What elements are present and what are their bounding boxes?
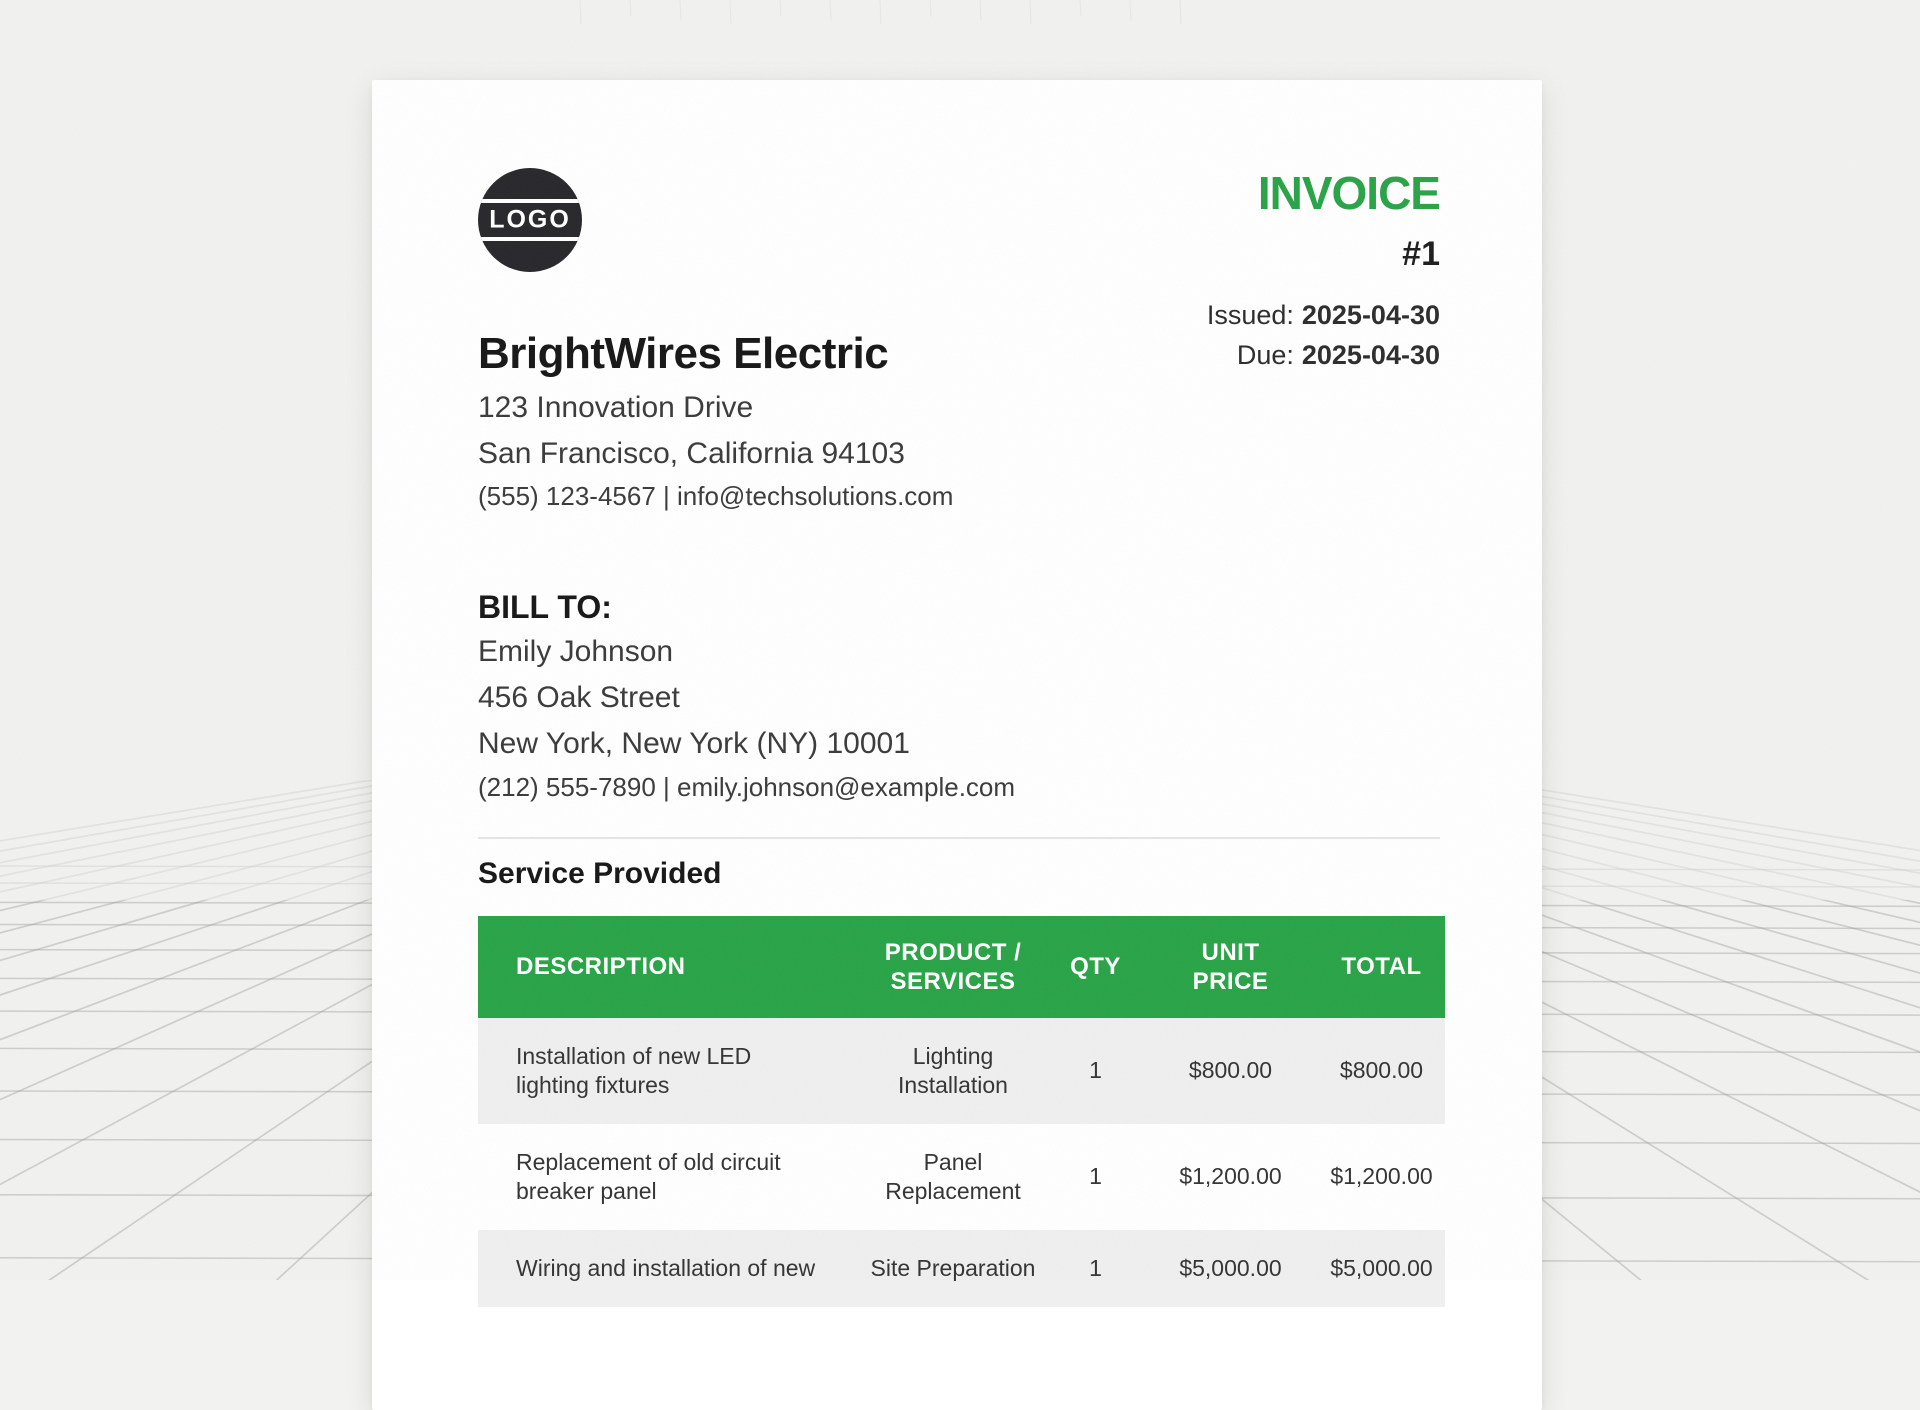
bill-to-block <box>478 585 1440 807</box>
header-unit-price: UNIT PRICE <box>1143 916 1318 1018</box>
invoice-header <box>478 168 1440 515</box>
line-items-table <box>478 916 1445 1307</box>
bill-to-name: Emily Johnson <box>478 629 1440 675</box>
cell-unit-price: $1,200.00 <box>1143 1124 1318 1230</box>
header-qty: QTY <box>1048 916 1143 1018</box>
company-name: BrightWires Electric <box>478 328 953 381</box>
logo-stripe-top <box>478 199 582 203</box>
due-date: 2025-04-30 <box>1302 340 1440 370</box>
cell-unit-price: $800.00 <box>1143 1018 1318 1124</box>
header-total: TOTAL <box>1318 916 1445 1018</box>
cell-description: Installation of new LED lighting fixtures <box>478 1018 858 1124</box>
company-address-line2: San Francisco, California 94103 <box>478 431 953 477</box>
section-divider <box>478 837 1440 839</box>
invoice-meta <box>1207 168 1440 375</box>
bill-to-label: BILL TO: <box>478 585 1440 629</box>
cell-qty: 1 <box>1048 1124 1143 1230</box>
cell-qty: 1 <box>1048 1230 1143 1307</box>
bill-to-address-line1: 456 Oak Street <box>478 675 1440 721</box>
bill-to-contact: (212) 555-7890 | emily.johnson@example.com <box>478 767 1440 807</box>
header-product-services: PRODUCT / SERVICES <box>858 916 1048 1018</box>
company-address-line1: 123 Innovation Drive <box>478 385 953 431</box>
invoice-title: INVOICE <box>1207 168 1440 219</box>
logo-text: LOGO <box>489 206 571 235</box>
cell-qty: 1 <box>1048 1018 1143 1124</box>
cell-total: $1,200.00 <box>1318 1124 1445 1230</box>
table-row <box>478 1230 1445 1307</box>
company-logo <box>478 168 582 272</box>
table-row <box>478 1018 1445 1124</box>
issued-date: 2025-04-30 <box>1302 300 1440 330</box>
company-block <box>478 168 953 515</box>
issued-label: Issued: <box>1207 300 1294 330</box>
cell-product: Panel Replacement <box>858 1124 1048 1230</box>
invoice-due-line <box>1207 335 1440 375</box>
section-title: Service Provided <box>478 852 1440 896</box>
invoice-number: #1 <box>1207 237 1440 271</box>
cell-total: $5,000.00 <box>1318 1230 1445 1307</box>
invoice-issued-line <box>1207 295 1440 335</box>
invoice-document <box>372 80 1542 1410</box>
cell-unit-price: $5,000.00 <box>1143 1230 1318 1307</box>
cell-description: Wiring and installation of new <box>478 1230 858 1307</box>
logo-stripe-bottom <box>478 237 582 241</box>
company-contact: (555) 123-4567 | info@techsolutions.com <box>478 477 953 515</box>
table-header <box>478 916 1445 1018</box>
header-description: DESCRIPTION <box>478 916 858 1018</box>
cell-description: Replacement of old circuit breaker panel <box>478 1124 858 1230</box>
cell-product: Lighting Installation <box>858 1018 1048 1124</box>
bill-to-address-line2: New York, New York (NY) 10001 <box>478 721 1440 767</box>
cell-total: $800.00 <box>1318 1018 1445 1124</box>
table-row <box>478 1124 1445 1230</box>
due-label: Due: <box>1237 340 1294 370</box>
cell-product: Site Preparation <box>858 1230 1048 1307</box>
